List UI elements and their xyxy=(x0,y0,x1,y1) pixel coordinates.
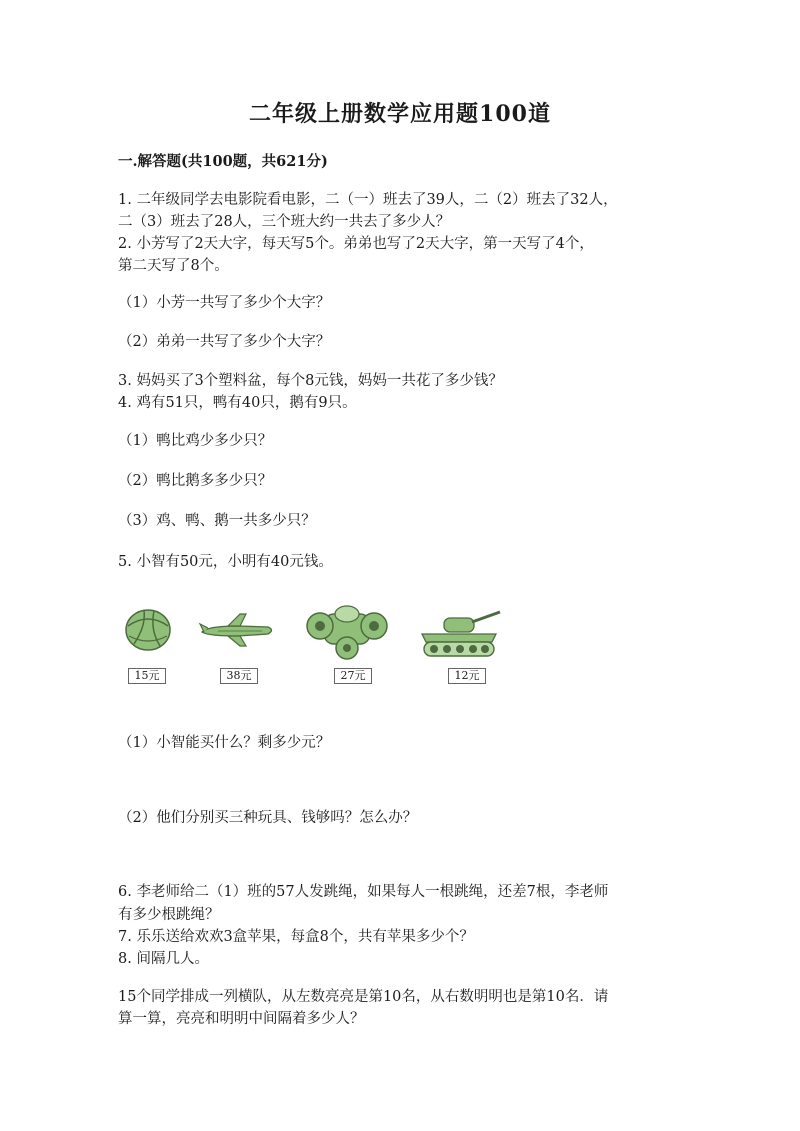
question-4: 4. 鸡有51只，鸭有40只，鹅有9只。 xyxy=(118,395,357,411)
question-6-line-1: 6. 李老师给二（1）班的57人发跳绳，如果每人一根跳绳，还差7根，李老师 xyxy=(118,884,609,900)
question-5: 5. 小智有50元，小明有40元钱。 xyxy=(118,554,333,570)
question-2-sub-2: （2）弟弟一共写了多少个大字？ xyxy=(118,334,331,350)
question-4-sub-3: （3）鸡、鸭、鹅一共多少只？ xyxy=(118,513,316,529)
question-8: 8. 间隔几人。 xyxy=(118,951,209,967)
question-5-sub-1: （1）小智能买什么？剩多少元？ xyxy=(118,735,331,751)
question-2-line-2: 第二天写了8个。 xyxy=(118,258,229,274)
airplane-icon xyxy=(198,612,276,648)
question-6-line-2: 有多少根跳绳？ xyxy=(118,907,220,923)
ball-price-tag: 15元 xyxy=(128,668,166,684)
race-car-price-tag: 27元 xyxy=(334,668,372,684)
ball-icon xyxy=(124,606,172,652)
question-1-line-1: 1. 二年级同学去电影院看电影，二（一）班去了39人，二（2）班去了32人， xyxy=(118,192,618,208)
tank-icon xyxy=(418,608,502,660)
toy-price-figure xyxy=(118,600,518,695)
question-4-sub-1: （1）鸭比鸡少多少只？ xyxy=(118,433,273,449)
race-car-icon xyxy=(302,600,392,662)
page-title: 二年级上册数学应用题100道 xyxy=(249,101,551,127)
question-8-text-1: 15个同学排成一列横队，从左数亮亮是第10名，从右数明明也是第10名．请 xyxy=(118,989,609,1005)
section-heading: 一.解答题(共100题，共621分) xyxy=(118,153,328,170)
question-2-line-1: 2. 小芳写了2天大字，每天写5个。弟弟也写了2天大字，第一天写了4个， xyxy=(118,236,594,252)
question-3: 3. 妈妈买了3个塑料盆，每个8元钱，妈妈一共花了多少钱？ xyxy=(118,373,503,389)
question-2-sub-1: （1）小芳一共写了多少个大字？ xyxy=(118,295,331,311)
tank-price-tag: 12元 xyxy=(448,668,486,684)
question-7: 7. 乐乐送给欢欢3盒苹果，每盒8个，共有苹果多少个？ xyxy=(118,929,474,945)
airplane-price-tag: 38元 xyxy=(220,668,258,684)
question-5-sub-2: （2）他们分别买三种玩具、钱够吗？怎么办？ xyxy=(118,810,418,826)
question-8-text-2: 算一算，亮亮和明明中间隔着多少人？ xyxy=(118,1011,365,1027)
question-4-sub-2: （2）鸭比鹅多多少只？ xyxy=(118,473,273,489)
question-1-line-2: 二（3）班去了28人，三个班大约一共去了多少人？ xyxy=(118,214,451,230)
